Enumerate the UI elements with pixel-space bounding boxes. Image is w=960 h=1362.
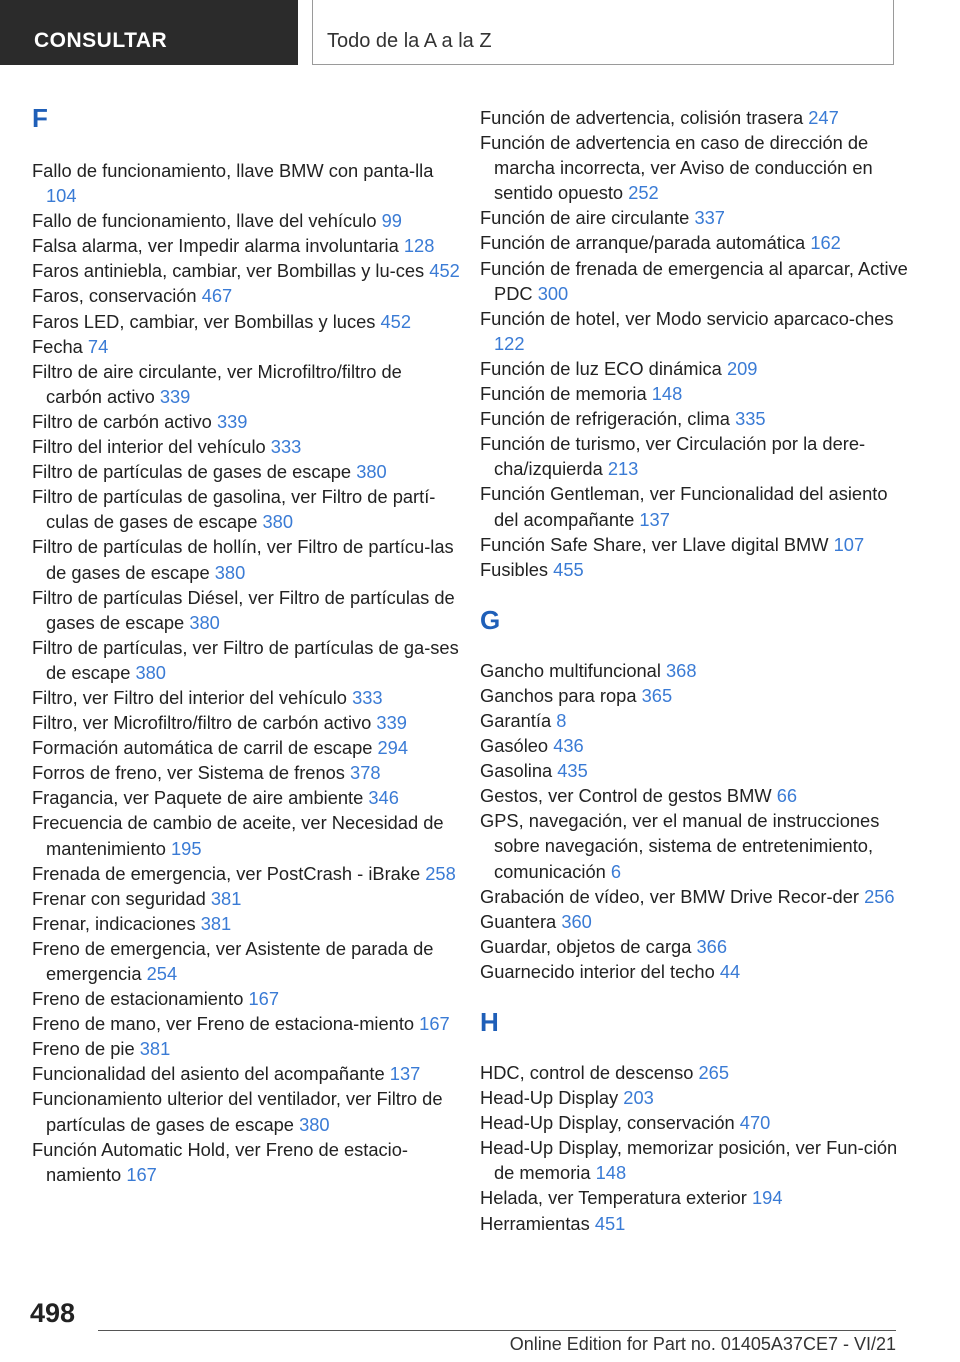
index-entry [480,909,910,934]
page-reference-link[interactable]: 452 [380,310,412,332]
entry-text: Funcionalidad del asiento del acompañante [32,1063,385,1085]
page-reference-link[interactable]: 167 [419,1013,450,1035]
entry-text: Gasolina [480,760,553,782]
index-entry [480,381,910,406]
entry-text: Fragancia, ver Paquete de aire ambiente [32,787,364,809]
index-entry [480,481,910,531]
index-entry [480,683,910,708]
entry-text: Función de frenada de emergencia al aparcar, Active PDC [480,257,908,304]
page-reference-link[interactable]: 436 [553,735,584,757]
entry-text: Frenada de emergencia, ver PostCrash - iBrake [32,862,421,884]
edition-note: Online Edition for Part no. 01405A37CE7 - VI/21 [509,1334,896,1354]
page-reference-link[interactable]: 195 [171,837,202,859]
page-reference-link[interactable]: 339 [159,385,191,407]
index-entry [480,431,910,481]
page-reference-link[interactable]: 294 [377,737,409,759]
entry-text: Función de refrigeración, clima [480,408,730,430]
page-reference-link[interactable]: 455 [553,558,584,580]
entry-text: Forros de freno, ver Sistema de frenos [32,762,345,784]
index-entry [32,685,462,710]
entry-text: Filtro, ver Microfiltro/filtro de carbón activo [32,712,372,734]
page-reference-link[interactable]: 122 [494,332,525,354]
entry-text: Filtro de aire circulante, ver Microfiltro/filtro de carbón activo [32,360,402,407]
index-entry [32,484,462,534]
page-reference-link[interactable]: 167 [126,1163,157,1185]
index-entry [480,783,910,808]
entry-text: Faros antiniebla, cambiar, ver Bombillas y lu-ces [32,260,425,282]
index-entry [32,785,462,810]
index-letter-heading: H [480,1007,499,1037]
entry-text: Gasóleo [480,735,549,757]
entry-text: Función de advertencia, colisión trasera [480,107,804,128]
footer-divider [98,1330,896,1331]
entry-text: Gestos, ver Control de gestos BMW [480,785,772,807]
entry-text: Guardar, objetos de carga [480,935,692,957]
entry-text: Filtro del interior del vehículo [32,436,266,458]
entry-text: Freno de pie [32,1038,135,1060]
page-reference-link[interactable]: 470 [739,1112,771,1134]
entry-text: Falsa alarma, ver Impedir alarma involuntaria [32,235,399,257]
page-reference-link[interactable]: 213 [607,458,639,480]
entry-text: Función de arranque/parada automática [480,232,806,254]
entry-text: Filtro de carbón activo [32,410,212,432]
page-reference-link[interactable]: 203 [623,1087,654,1109]
entry-text: Head-Up Display, memorizar posición, ver Fun-ción de memoria [480,1137,898,1184]
page-reference-link[interactable]: 256 [864,885,895,907]
page-reference-link[interactable]: 380 [356,461,387,483]
page-reference-link[interactable]: 380 [189,611,220,633]
page-reference-link[interactable]: 451 [594,1212,626,1234]
index-column-right [480,105,910,1236]
page-reference-link[interactable]: 148 [595,1162,627,1184]
page-reference-link[interactable]: 467 [201,285,233,307]
entry-text: Función de memoria [480,383,647,405]
page-reference-link[interactable]: 380 [214,561,246,583]
entry-list [480,105,910,582]
page-reference-link[interactable]: 8 [556,709,567,731]
entry-text: Frecuencia de cambio de aceite, ver Necesidad de mantenimiento [32,812,444,859]
index-entry [32,208,462,233]
page-reference-link[interactable]: 194 [752,1187,783,1209]
page-reference-link[interactable]: 381 [210,887,242,909]
index-entry [32,1061,462,1086]
page-reference-link[interactable]: 381 [139,1038,171,1060]
index-entry [480,130,910,205]
page-reference-link[interactable]: 365 [641,684,673,706]
entry-list [480,1060,910,1236]
page-reference-link[interactable]: 380 [135,661,166,683]
entry-text: Grabación de vídeo, ver BMW Drive Recor-der [480,885,859,907]
index-entry [480,884,910,909]
index-entry [480,934,910,959]
entry-text: Función de advertencia en caso de dirección de marcha incorrecta, ver Aviso de conducción en sentido opuesto [480,132,873,204]
index-entry [32,359,462,409]
index-entry [32,585,462,635]
page-reference-link[interactable]: 337 [694,207,725,229]
entry-text: Filtro de partículas de gasolina, ver Filtro de partí-culas de gases de escape [32,486,436,533]
index-letter-heading: G [480,604,501,635]
entry-text: Frenar con seguridad [32,887,206,909]
page-reference-link[interactable]: 128 [403,235,435,257]
index-entry [32,986,462,1011]
entry-list [32,158,462,1187]
entry-text: Fallo de funcionamiento, llave BMW con panta-lla [32,160,434,181]
page-reference-link[interactable]: 360 [561,910,592,932]
index-column-left [32,98,462,1187]
page-reference-link[interactable]: 366 [696,935,727,957]
entry-text: Fallo de funcionamiento, llave del vehículo [32,210,377,232]
page-reference-link[interactable]: 339 [376,712,407,734]
index-entry [480,356,910,381]
entry-text: Frenar, indicaciones [32,912,196,934]
index-entry [480,105,910,130]
entry-text: Head-Up Display, conservación [480,1112,735,1134]
index-entry [480,758,910,783]
page-reference-link[interactable]: 300 [537,282,569,304]
index-entry [480,406,910,431]
page-reference-link[interactable]: 452 [429,260,460,282]
page-reference-link[interactable]: 137 [389,1063,421,1085]
index-entry [32,710,462,735]
page-reference-link[interactable]: 380 [262,511,294,533]
entry-text: GPS, navegación, ver el manual de instrucciones sobre navegación, sistema de entretenimiento, comunicación [480,810,880,882]
page-reference-link[interactable]: 74 [87,335,109,357]
index-entry [32,911,462,936]
entry-text: Freno de emergencia, ver Asistente de parada de emergencia [32,937,434,984]
index-entry [32,1036,462,1061]
entry-text: Filtro de partículas de gases de escape [32,461,352,483]
chapter-title: Todo de la A a la Z [312,0,894,65]
index-entry [480,205,910,230]
section-tab: CONSULTAR [0,0,298,65]
index-entry [32,810,462,860]
entry-text: Garantía [480,709,552,731]
page-reference-link[interactable]: 66 [776,785,798,807]
entry-text: Función Gentleman, ver Funcionalidad del asiento del acompañante [480,483,888,530]
index-entry [480,1060,910,1085]
index-entry [32,1137,462,1187]
page-reference-link[interactable]: 44 [719,960,741,982]
index-entry [480,532,910,557]
entry-text: Guantera [480,910,557,932]
page-reference-link[interactable]: 254 [146,963,178,984]
entry-text: Funcionamiento ulterior del ventilador, ver Filtro de partículas de gases de escape [32,1088,443,1135]
page-reference-link[interactable]: 435 [557,760,588,782]
index-entry [480,1185,910,1210]
index-entry [32,283,462,308]
index-entry [32,409,462,434]
entry-text: Ganchos para ropa [480,684,637,706]
entry-list [480,658,910,984]
entry-text: Formación automática de carril de escape [32,737,373,759]
entry-text: Helada, ver Temperatura exterior [480,1187,747,1209]
page-reference-link[interactable]: 333 [270,436,302,458]
index-entry [32,309,462,334]
entry-text: HDC, control de descenso [480,1062,694,1083]
entry-text: Fusibles [480,558,549,580]
index-entry [32,334,462,359]
index-entry [32,233,462,258]
page-reference-link[interactable]: 107 [833,533,865,555]
index-entry [480,959,910,984]
page-number: 498 [30,1298,76,1328]
index-entry [480,306,910,356]
page-reference-link[interactable]: 339 [216,410,248,432]
page-reference-link[interactable]: 335 [735,408,766,430]
index-entry [32,861,462,886]
entry-text: Herramientas [480,1212,590,1234]
index-entry [480,1110,910,1135]
entry-text: Guarnecido interior del techo [480,960,715,982]
page-reference-link[interactable]: 368 [665,659,697,681]
index-entry [480,1085,910,1110]
page-reference-link[interactable]: 6 [610,860,622,882]
entry-text: Filtro de partículas, ver Filtro de partículas de ga-ses de escape [32,636,459,683]
page-reference-link[interactable]: 148 [651,383,683,405]
index-entry [480,808,910,883]
index-entry [480,557,910,582]
entry-text: Faros, conservación [32,285,197,307]
entry-text: Gancho multifuncional [480,659,661,681]
index-entry [32,635,462,685]
index-entry [32,534,462,584]
entry-text: Faros LED, cambiar, ver Bombillas y luces [32,310,376,332]
entry-text: Función de turismo, ver Circulación por la dere-cha/izquierda [480,433,866,480]
index-entry [480,733,910,758]
entry-text: Función Safe Share, ver Llave digital BMW [480,533,829,555]
index-letter-heading: F [32,103,48,133]
index-entry [32,735,462,760]
entry-text: Freno de estacionamiento [32,988,244,1010]
index-entry [32,936,462,986]
index-entry [32,1086,462,1136]
entry-text: Función de hotel, ver Modo servicio aparcaco-ches [480,307,894,329]
entry-text: Filtro de partículas de hollín, ver Filtro de partícu-las de gases de escape [32,536,454,583]
index-entry [480,256,910,306]
entry-text: Filtro de partículas Diésel, ver Filtro de partículas de gases de escape [32,586,455,633]
entry-text: Filtro, ver Filtro del interior del vehículo [32,686,347,708]
index-entry [32,886,462,911]
page-reference-link[interactable]: 346 [368,787,399,809]
page-reference-link[interactable]: 247 [808,107,839,128]
page-reference-link[interactable]: 137 [639,508,670,530]
page-reference-link[interactable]: 265 [698,1062,729,1083]
index-entry [32,158,462,208]
index-entry [480,230,910,255]
page-reference-link[interactable]: 380 [299,1113,330,1135]
index-entry [480,1211,910,1236]
index-entry [480,708,910,733]
page-reference-link[interactable]: 258 [425,862,456,884]
page-reference-link[interactable]: 381 [200,912,232,934]
page-reference-link[interactable]: 167 [248,988,279,1010]
page-reference-link[interactable]: 333 [352,686,383,708]
index-entry [32,459,462,484]
index-entry [480,658,910,683]
page-reference-link[interactable]: 252 [628,182,659,204]
index-entry [32,434,462,459]
index-entry [32,1011,462,1036]
entry-text: Freno de mano, ver Freno de estaciona-miento [32,1013,415,1035]
entry-text: Función de luz ECO dinámica [480,357,722,379]
entry-text: Fecha [32,335,83,357]
page-reference-link[interactable]: 162 [810,232,841,254]
index-entry [480,1135,910,1185]
page-reference-link[interactable]: 209 [726,357,758,379]
index-entry [32,760,462,785]
page-reference-link[interactable]: 99 [381,210,402,232]
entry-text: Función de aire circulante [480,207,690,229]
entry-text: Head-Up Display [480,1087,619,1109]
index-entry [32,258,462,283]
page-reference-link[interactable]: 104 [46,185,77,207]
page-reference-link[interactable]: 378 [350,762,381,784]
entry-text: Función Automatic Hold, ver Freno de estacio-namiento [32,1138,408,1185]
